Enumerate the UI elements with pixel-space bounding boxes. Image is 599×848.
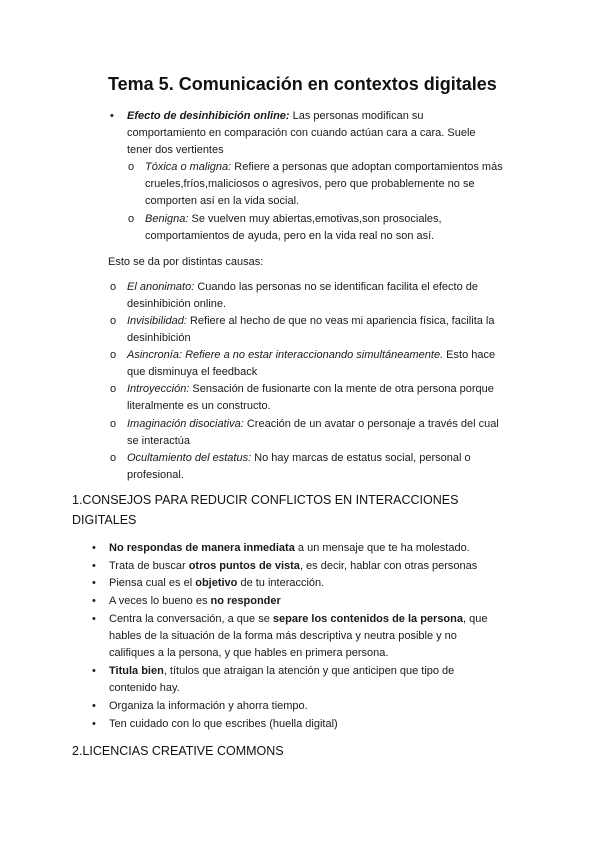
cause-text: Cuando las personas no se identifican facilita el efecto de <box>194 281 478 293</box>
cause-asincronia-line-2: que disminuya el feedback <box>127 366 258 378</box>
sub-text: Refiere a personas que adoptan comportamientos más <box>231 161 503 173</box>
page-title: Tema 5. Comunicación en contextos digitales <box>108 74 497 94</box>
cause-bullet <box>110 416 116 434</box>
sub-term-benigna: Benigna: <box>145 213 189 225</box>
cause-imaginacion-line-1 <box>127 416 499 434</box>
tip-2 <box>109 558 477 576</box>
tip-text: Piensa cual es el <box>109 577 196 589</box>
tip-bold: Titula bien <box>109 665 164 677</box>
section-heading-2: 2.LICENCIAS CREATIVE COMMONS <box>72 744 284 758</box>
sub-term-toxica: Tóxica o maligna: <box>145 161 232 173</box>
cause-anonimato-line-1 <box>127 279 478 297</box>
sub-item-toxica-line-3: comporten así en la vida social. <box>145 195 300 207</box>
tip-bullet <box>92 540 96 558</box>
tip-5-line-3: califiques a la persona, y que hables en primera persona. <box>109 647 389 659</box>
sub-item-benigna-line-1 <box>145 211 442 229</box>
cause-estatus-line-1 <box>127 450 471 468</box>
sub-bullet <box>128 211 134 229</box>
cause-bullet <box>110 279 116 297</box>
tip-bullet <box>92 698 96 716</box>
tip-bold: no responder <box>210 595 281 607</box>
tip-8: Ten cuidado con lo que escribes (huella digital) <box>109 718 338 730</box>
tip-text: , títulos que atraigan la atención y que anticipen que tipo de <box>163 665 455 677</box>
tip-6-line-1 <box>109 663 454 681</box>
cause-text: No hay marcas de estatus social, personal o <box>251 452 471 464</box>
cause-term: El anonimato: <box>127 281 195 293</box>
tip-text: , que <box>463 613 488 625</box>
tip-bold: No respondas de manera inmediata <box>109 542 295 554</box>
sub-item-toxica-line-2: crueles,fríos,maliciosos o agresivos, pero que probablemente no se <box>145 178 475 190</box>
cause-term: Ocultamiento del estatus: <box>127 452 252 464</box>
cause-text: Refiere al hecho de que no veas mi apariencia física, facilita la <box>186 315 495 327</box>
sub-bullet <box>128 159 134 177</box>
cause-text: Sensación de fusionarte con la mente de otra persona porque <box>189 383 494 395</box>
tip-text: A veces lo bueno es <box>109 595 211 607</box>
section-heading-1-line-1: 1.CONSEJOS PARA REDUCIR CONFLICTOS EN INTERACCIONES <box>72 493 459 507</box>
cause-term: Introyección: <box>127 383 190 395</box>
cause-text: Esto hace <box>443 349 496 361</box>
intro-line-2: comportamiento en comparación con cuando actúan cara a cara. Suele <box>127 127 476 139</box>
cause-anonimato-line-2: desinhibición online. <box>127 298 227 310</box>
tip-text: a un mensaje que te ha molestado. <box>294 542 470 554</box>
cause-term: Asincronía: Refiere a no estar interaccionando simultáneamente. <box>127 349 444 361</box>
intro-text-1: Las personas modifican su <box>289 110 424 122</box>
tip-bullet <box>92 716 96 734</box>
tip-bullet <box>92 575 96 593</box>
cause-invisibilidad-line-1 <box>127 313 494 331</box>
intro-term: Efecto de desinhibición online: <box>127 110 290 122</box>
tip-bullet <box>92 558 96 576</box>
cause-asincronia-line-1 <box>127 347 495 365</box>
cause-term: Imaginación disociativa: <box>127 418 244 430</box>
cause-estatus-line-2: profesional. <box>127 469 184 481</box>
tip-3 <box>109 575 324 593</box>
intro-line-1 <box>127 108 424 126</box>
sub-text: Se vuelven muy abiertas,emotivas,son prosociales, <box>188 213 442 225</box>
tip-5-line-1 <box>109 611 487 629</box>
tip-bullet <box>92 593 96 611</box>
tip-6-line-2: contenido hay. <box>109 682 180 694</box>
cause-bullet <box>110 313 116 331</box>
cause-text: Creación de un avatar o personaje a través del cual <box>243 418 499 430</box>
cause-introyeccion-line-1 <box>127 381 494 399</box>
causes-intro: Esto se da por distintas causas: <box>108 256 264 268</box>
tip-bold: separe los contenidos de la persona <box>272 613 463 625</box>
cause-bullet <box>110 381 116 399</box>
section-heading-1-line-2: DIGITALES <box>72 513 137 527</box>
sub-item-toxica-line-1 <box>145 159 503 177</box>
tip-7: Organiza la información y ahorra tiempo. <box>109 700 308 712</box>
tip-5-line-2: hables de la situación de la forma más descriptiva y neutra posible y no <box>109 630 457 642</box>
sub-item-benigna-line-2: comportamientos de ayuda, pero en la vida real no son así. <box>145 230 435 242</box>
tip-text: Trata de buscar <box>109 560 189 572</box>
cause-imaginacion-line-2: se interactúa <box>127 435 190 447</box>
cause-invisibilidad-line-2: desinhibición <box>127 332 191 344</box>
tip-text: , es decir, hablar con otras personas <box>299 560 478 572</box>
tip-bullet <box>92 663 96 681</box>
tip-bold: objetivo <box>195 577 238 589</box>
tip-1 <box>109 540 470 558</box>
tip-4 <box>109 593 281 611</box>
tip-text: Centra la conversación, a que se <box>109 613 273 625</box>
cause-term: Invisibilidad: <box>127 315 187 327</box>
tip-bold: otros puntos de vista <box>188 560 300 572</box>
intro-line-3: tener dos vertientes <box>127 144 224 156</box>
cause-bullet <box>110 347 116 365</box>
cause-introyeccion-line-2: literalmente es un constructo. <box>127 400 271 412</box>
cause-bullet <box>110 450 116 468</box>
tip-bullet <box>92 611 96 629</box>
bullet-dot <box>110 108 114 126</box>
tip-text: de tu interacción. <box>237 577 325 589</box>
